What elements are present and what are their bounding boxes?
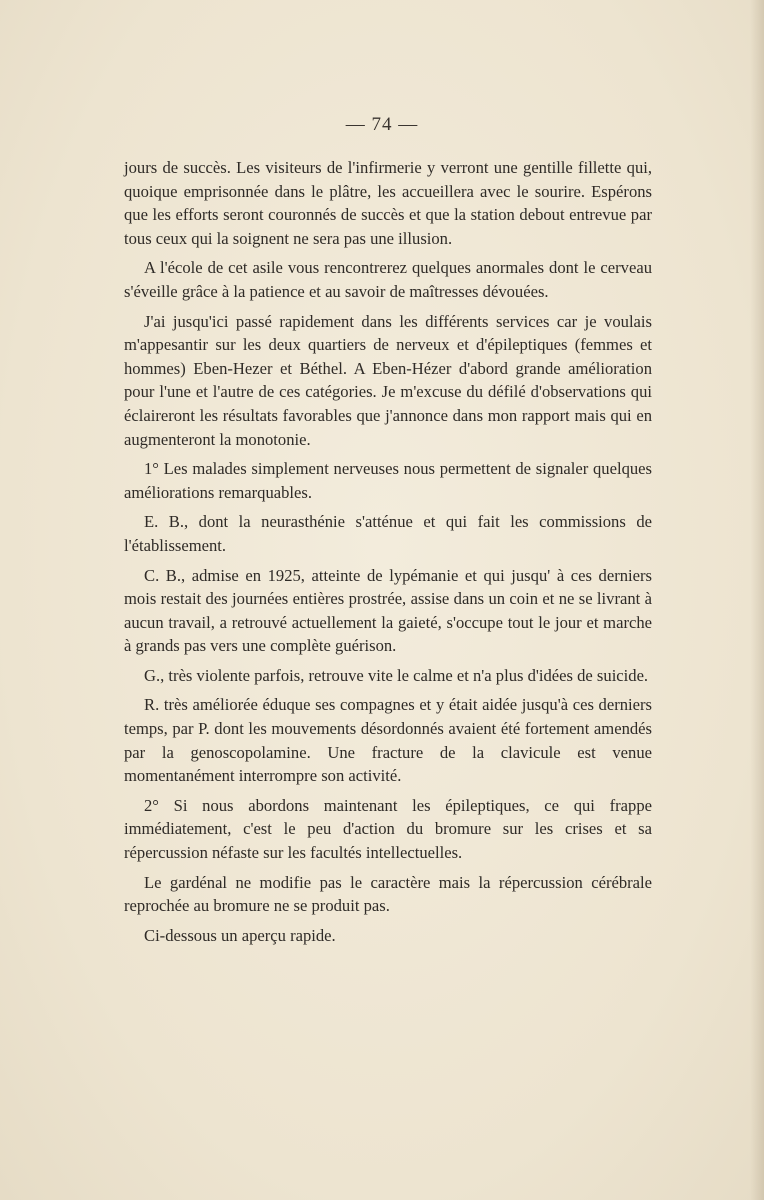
paragraph-9: 2° Si nous abordons maintenant les épileptiques, ce qui frappe immédiatement, c'est le peu d'action du bromure sur les crises et sa répercussion néfaste sur les facultés intellectuelles. xyxy=(124,795,652,863)
paragraph-7: G., très violente parfois, retrouve vite le calme et n'a plus d'idées de suicide. xyxy=(144,665,649,685)
paragraph-8: R. très améliorée éduque ses compagnes et y était aidée jusqu'à ces derniers temps, par P. dont les mouvements désordonnés avaient été fortement amendés par la genoscopolamine. Une fracture de la clavicule est venue momentanément interrompre son activité. xyxy=(124,695,652,786)
paragraph-10: Le gardénal ne modifie pas le caractère mais la répercussion cérébrale reprochée au bromure ne se produit pas. xyxy=(124,872,652,916)
paragraph-6: C. B., admise en 1925, atteinte de lypémanie et qui jusqu' à ces derniers mois restait des journées entières prostrée, assise dans un coin et ne se livrant à aucun travail, a retrouvé actuellement la gaieté, s'occupe tout le jour et marche à grands pas vers une complète guérison. xyxy=(124,565,652,656)
paragraph-5: E. B., dont la neurasthénie s'atténue et qui fait les commissions de l'établissement. xyxy=(124,512,652,555)
body-text xyxy=(124,156,652,953)
paragraph-1: jours de succès. Les visiteurs de l'infirmerie y verront une gentille fillette qui, quoique emprisonnée dans le plâtre, les accueillera avec le sourire. Espérons que les efforts seront couronnés de succès et que la station debout entrevue par tous ceux qui la soignent ne sera pas une illusion. xyxy=(124,158,652,248)
paragraph-11: Ci-dessous un aperçu rapide. xyxy=(144,925,336,945)
paragraph-2: A l'école de cet asile vous rencontrerez quelques anormales dont le cerveau s'éveille grâce à la patience et au savoir de maîtresses dévouées. xyxy=(124,258,652,301)
paragraph-4: 1° Les malades simplement nerveuses nous permettent de signaler quelques améliorations remarquables. xyxy=(124,459,652,502)
paragraph-3: J'ai jusqu'ici passé rapidement dans les différents services car je voulais m'appesantir sur les deux quartiers de nerveux et d'épileptiques (femmes et hommes) Eben-Hezer et Béthel. A Eben-Hézer d'abord grande amélioration pour l'une et l'autre de ces catégories. Je m'excuse du défilé d'observations qui éclaireront les résultats favorables que j'annonce dans mon rapport mais qui en augmenteront la monotonie. xyxy=(124,311,652,449)
page-edge-shadow xyxy=(750,0,764,1200)
page-number: — 74 — xyxy=(345,114,419,135)
